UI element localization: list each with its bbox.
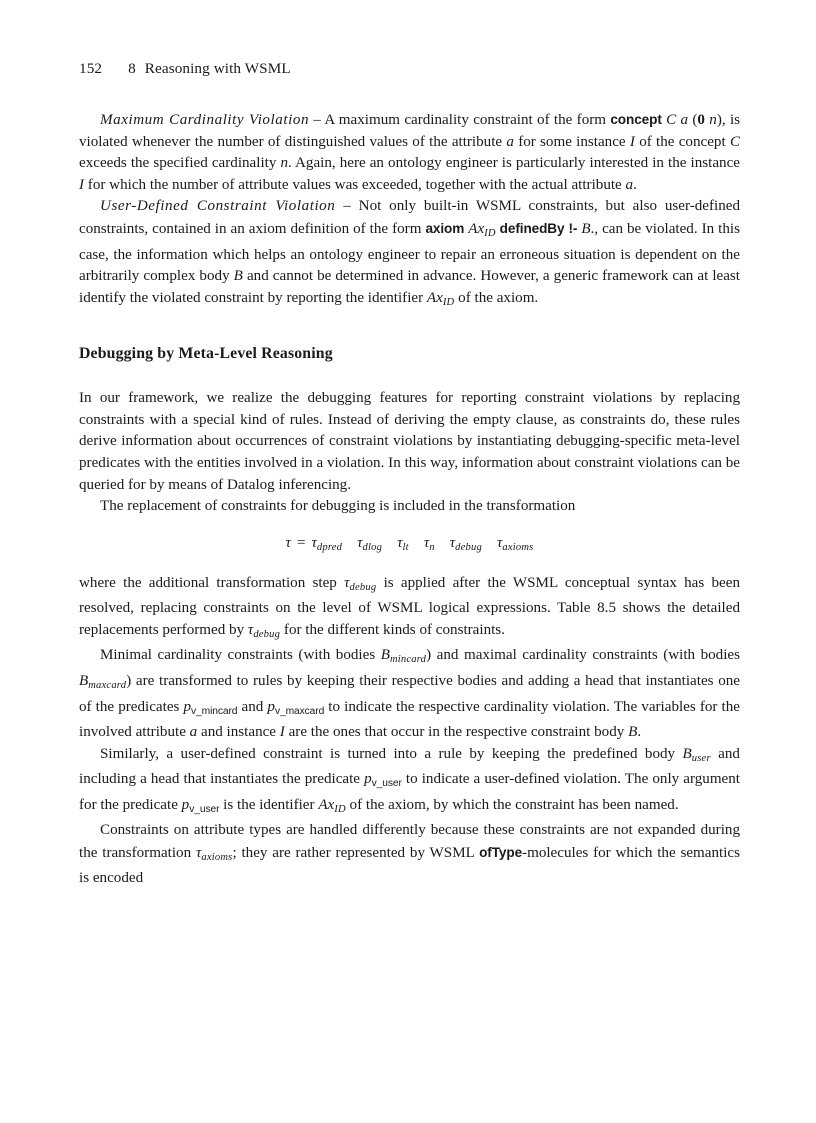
text-run: of the concept	[634, 133, 730, 150]
math-tau-axioms: $\tau_{axioms}$	[195, 844, 233, 863]
math-var-B: B	[581, 220, 591, 237]
paragraph-cardinality-constraints	[79, 645, 740, 743]
text-run: of the axiom.	[454, 289, 539, 306]
page-content	[79, 59, 740, 890]
text-run: and cannot be determined in advance. However, a generic framework can at least identify the violated constraint by reporting the identifier	[79, 268, 741, 306]
paragraph-framework: In our framework, we realize the debugging features for reporting constraint violations by replacing constraints with a special kind of rules. Instead of deriving the empty clause, as constraints do, these rules derive information about occurrences of constraint violations by instantiating debugging-specific meta-level predicates with the entities involved in a violation. In this way, information about constraint violations can be queried for by means of Datalog inferencing.	[79, 390, 740, 493]
paragraph-max-cardinality-violation	[79, 109, 740, 196]
equation-term-axioms: $\tau_{axioms}$	[496, 534, 534, 553]
equation-lhs-tau: τ	[285, 534, 291, 551]
predicate-p-v-user: pv_user	[181, 796, 220, 815]
math-var-AxID: $Ax_{ID}$	[426, 289, 455, 308]
text-run: to indicate a user-defined violation. The only argument for the predicate	[79, 771, 740, 813]
keyword-definedby: definedBy	[499, 220, 565, 236]
text-run: is the identifier	[219, 796, 319, 813]
math-tau-debug: $\tau_{debug}$	[247, 621, 281, 640]
equation-equals-sign: =	[296, 534, 306, 551]
equation-term-dlog: $\tau_{dlog}$	[357, 534, 383, 553]
text-run: where the additional transformation step	[79, 574, 345, 591]
text-run: of the axiom, by which the constraint has been named.	[345, 796, 679, 813]
keyword-axiom: axiom	[425, 220, 465, 236]
em-dash: –	[309, 112, 325, 128]
math-var-B-maxcard: $B_{maxcard}$	[79, 673, 127, 691]
text-run: and	[237, 698, 268, 715]
math-var-C: C	[729, 133, 741, 150]
equation-term-dpred: $\tau_{dpred}$	[311, 534, 343, 553]
display-equation-transformation	[79, 531, 740, 560]
chapter-number: 8	[128, 60, 136, 77]
equation-term-lt: $\tau_{lt}$	[397, 534, 409, 553]
math-var-a: a	[506, 133, 514, 150]
math-var-a: a	[680, 112, 689, 128]
math-var-AxID: $Ax_{ID}$	[468, 220, 496, 239]
text-run: ) are transformed to rules by keeping their respective bodies and adding a head that instantiates one of the predicates	[79, 673, 740, 715]
text-run: Minimal cardinality constraints (with bodies	[100, 647, 381, 664]
equation-term-debug: $\tau_{debug}$	[449, 534, 482, 553]
predicate-p-v-user: pv_user	[364, 771, 402, 790]
text-run: . Again, here an ontology engineer is particularly interested in the instance	[288, 155, 740, 172]
math-var-n: n	[280, 155, 288, 172]
math-var-I: I	[79, 176, 85, 193]
text-run: for the different kinds of constraints.	[280, 621, 505, 638]
text-run: for which the number of attribute values was exceeded, together with the actual attribute	[84, 176, 626, 193]
math-var-I: I	[629, 133, 635, 150]
math-var-B-mincard: $B_{mincard}$	[380, 647, 427, 666]
math-var-B: B	[628, 724, 638, 741]
text-run: is applied after the WSML conceptual syntax has been resolved, replacing constraints on the level of WSML logical expressions. Table 8.5 shows the detailed replacements performed by	[79, 574, 740, 638]
text-run: and including a head that instantiates the predicate	[79, 745, 740, 788]
text-run: to indicate the respective cardinality violation. The variables for the involved attribute	[79, 698, 740, 741]
section-heading-debugging-by-meta-level-reasoning: Debugging by Meta-Level Reasoning	[79, 345, 333, 363]
running-head	[79, 59, 740, 79]
text-run: ., can be violated. In this case, the information which helps an ontology engineer to repair an erroneous situation is dependent on the arbitrarily complex body	[79, 220, 740, 285]
keyword-concept: concept	[610, 112, 662, 127]
paragraph-similarly-user-defined	[79, 744, 740, 821]
text-run: ), is violated whenever the number of distinguished values of the attribute	[79, 112, 741, 150]
math-var-C: C	[666, 112, 677, 128]
text-run: Similarly, a user-defined constraint is turned into a rule by keeping the predefined body	[100, 745, 683, 762]
equation-term-n: $\tau_n$	[423, 534, 435, 553]
math-var-AxID: $Ax_{ID}$	[318, 796, 346, 815]
math-var-B: B	[233, 268, 243, 285]
text-run: Constraints on attribute types are handled differently because these constraints are not expanded during the transformation	[79, 822, 740, 861]
text-run: A maximum cardinality constraint of the form	[324, 112, 611, 128]
math-var-B-user: $B_{user}$	[682, 745, 711, 764]
paragraph-replacement: The replacement of constraints for debugging is included in the transformation	[100, 498, 576, 515]
text-run: .	[637, 724, 642, 741]
math-var-a: a	[625, 176, 634, 193]
text-run: and instance	[197, 724, 280, 741]
text-run: Not only built-in WSML constraints, but also user-defined constraints, contained in an axiom definition of the form	[79, 198, 740, 237]
paragraph-where	[79, 573, 740, 646]
text-run: ) and maximal cardinality constraints (with bodies	[426, 647, 740, 664]
math-tau-debug: $\tau_{debug}$	[344, 574, 377, 593]
text-run: are the ones that occur in the respective constraint body	[284, 724, 629, 741]
page-number: 152	[79, 60, 103, 77]
open-paren: (	[688, 112, 698, 128]
math-var-I: I	[279, 724, 285, 741]
math-var-a: a	[189, 724, 198, 741]
keyword-oftype: ofType	[479, 844, 523, 860]
paragraph-user-defined-constraint-violation	[79, 196, 740, 313]
em-dash: –	[335, 198, 359, 215]
term-maximum-cardinality-violation: Maximum Cardinality Violation	[100, 112, 310, 128]
math-num-zero: 0	[697, 112, 705, 128]
chapter-title: Reasoning with WSML	[144, 60, 291, 77]
predicate-p-v-mincard: pv_mincard	[183, 698, 238, 717]
math-var-n: n	[709, 112, 717, 128]
text-run: for some instance	[513, 133, 630, 150]
text-run: -molecules for which the semantics is encoded	[79, 844, 740, 887]
text-run: .	[633, 176, 637, 193]
text-run: ; they are rather represented by WSML	[232, 844, 480, 861]
term-user-defined-constraint-violation: User-Defined Constraint Violation	[100, 198, 336, 215]
operator-neck: !-	[568, 220, 578, 236]
text-run: exceeds the specified cardinality	[79, 155, 281, 172]
predicate-p-v-maxcard: pv_maxcard	[267, 698, 325, 717]
paragraph-attribute-types	[79, 820, 740, 890]
